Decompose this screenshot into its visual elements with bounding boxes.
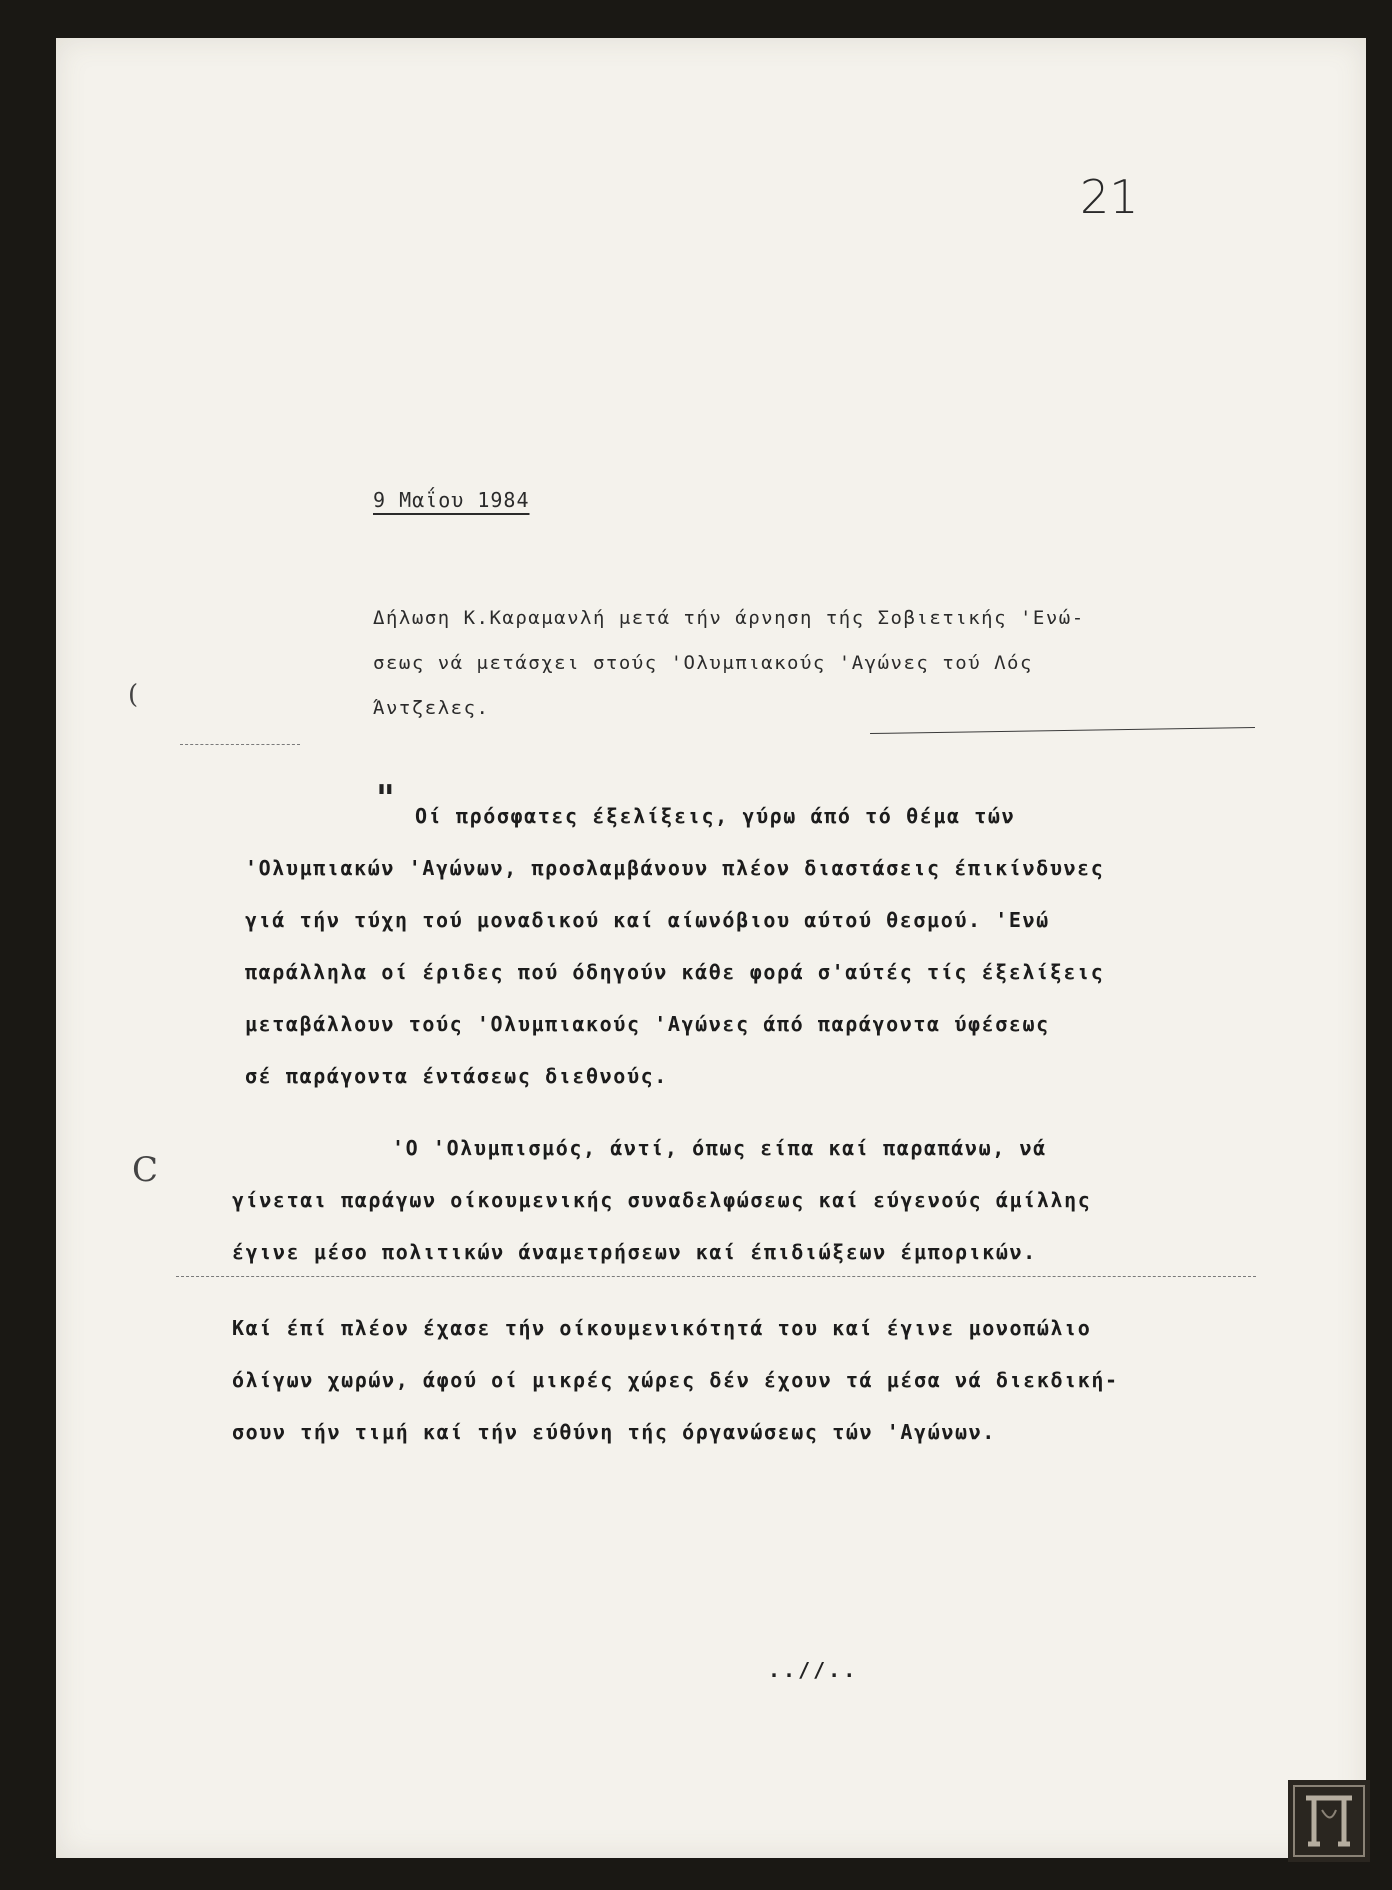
paragraph-line: σουν τήν τιμή καί τήν εύθύνη τής όργανώσεως τών 'Αγώνων.: [232, 1420, 996, 1444]
document-header: [373, 596, 1213, 731]
margin-mark: (: [128, 680, 139, 710]
margin-mark: C: [132, 1150, 159, 1190]
header-line: Άντζελες.: [373, 697, 490, 719]
paragraph-line: 'Ο 'Ολυμπισμός, άντί, όπως είπα καί παραπάνω, νά: [392, 1136, 1047, 1160]
paragraph-line: Καί έπί πλέον έχασε τήν οίκουμενικότητά του καί έγινε μονοπώλιο: [232, 1316, 1092, 1340]
paragraph-line: παράλληλα οί έριδες πού όδηγούν κάθε φορά σ'αύτές τίς έξελίξεις: [245, 960, 1105, 984]
separator-rule: [176, 1276, 1256, 1277]
paragraph-1: [245, 790, 1104, 1102]
paragraph-line: έγινε μέσο πολιτικών άναμετρήσεων καί έπιδιώξεων έμπορικών.: [232, 1240, 1037, 1264]
separator-rule: [180, 744, 300, 745]
continuation-mark: ..//..: [768, 1658, 859, 1682]
paragraph-line: σέ παράγοντα έντάσεως διεθνούς.: [245, 1064, 668, 1088]
paragraph-2: [232, 1122, 1091, 1278]
paragraph-3: [232, 1302, 1119, 1458]
paragraph-line: γιά τήν τύχη τού μοναδικού καί αίωνόβιου αύτού θεσμού. 'Ενώ: [245, 908, 1050, 932]
paragraph-line: γίνεται παράγων οίκουμενικής συναδελφώσεως καί εύγενούς άμίλλης: [232, 1188, 1092, 1212]
paragraph-line: Οί πρόσφατες έξελίξεις, γύρω άπό τό θέμα τών: [415, 804, 1016, 828]
paragraph-line: όλίγων χωρών, άφού οί μικρές χώρες δέν έχουν τά μέσα νά διεκδική-: [232, 1368, 1119, 1392]
paragraph-line: μεταβάλλουν τούς 'Ολυμπιακούς 'Αγώνες άπό παράγοντα ύφέσεως: [245, 1012, 1050, 1036]
page-number: 21: [1080, 170, 1139, 224]
header-line: Δήλωση Κ.Καραμανλή μετά τήν άρνηση τής Σοβιετικής 'Ενώ-: [373, 607, 1085, 629]
document-date: 9 Μαΐου 1984: [373, 488, 530, 512]
opening-quote: ": [376, 778, 395, 820]
header-line: σεως νά μετάσχει στούς 'Ολυμπιακούς 'Αγώνες τού Λός: [373, 652, 1033, 674]
archive-monogram-icon: [1288, 1780, 1370, 1862]
paragraph-line: 'Ολυμπιακών 'Αγώνων, προσλαμβάνουν πλέον διαστάσεις έπικίνδυνες: [245, 856, 1105, 880]
